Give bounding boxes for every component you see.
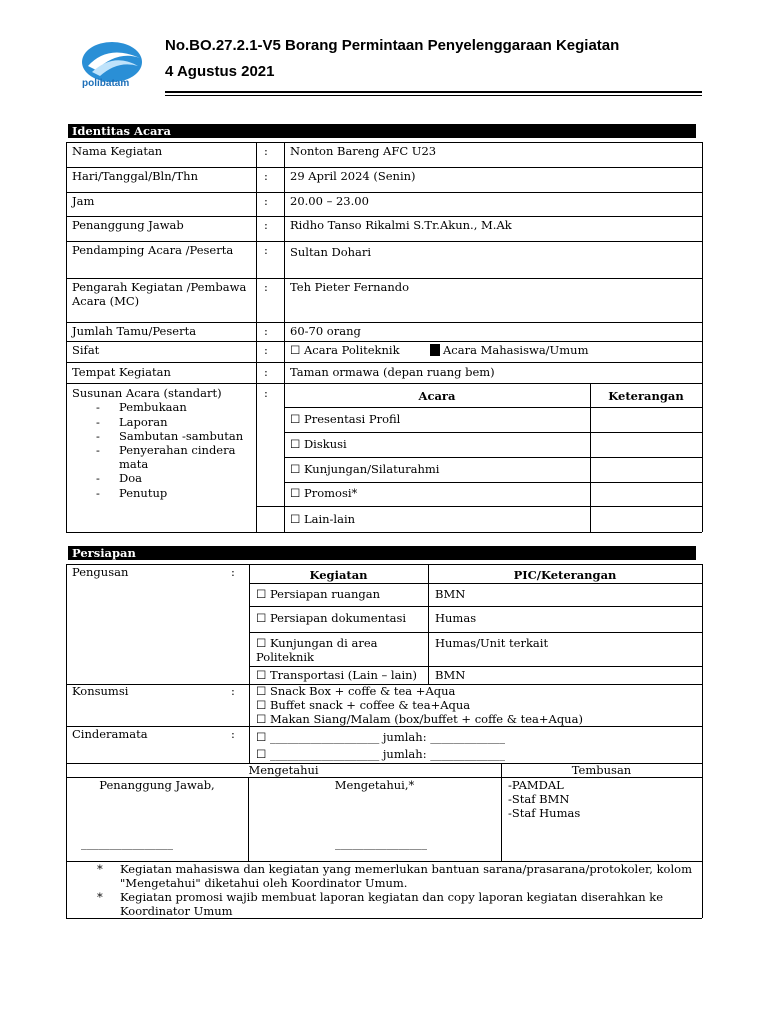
list-item: Penutup (119, 486, 168, 500)
colon: : (264, 324, 268, 338)
list-item: Pembukaan (119, 400, 187, 414)
note-bullet: * (97, 890, 103, 904)
signature-line[interactable]: ________________ (335, 836, 427, 850)
value-nama-kegiatan[interactable]: Nonton Bareng AFC U23 (290, 144, 437, 158)
task-pic: BMN (435, 587, 466, 601)
colon: : (231, 684, 235, 698)
konsumsi-option[interactable]: ☐ Snack Box + coffe & tea +Aqua (256, 684, 456, 698)
acara-option-diskusi[interactable]: ☐ Diskusi (290, 437, 347, 451)
label-tempat: Tempat Kegiatan (72, 365, 171, 379)
note-text: Kegiatan promosi wajib membuat laporan kegiatan dan copy laporan kegiatan diserahkan ke Koordinator Umum (120, 890, 664, 918)
list-item: Penyerahan cindera mata (119, 443, 236, 471)
colon: : (264, 169, 268, 183)
mengetahui-signatory: Mengetahui,* (334, 778, 415, 792)
section-heading-identitas: Identitas Acara (68, 124, 696, 138)
tembusan-item: -Staf Humas (508, 806, 581, 820)
value-jam[interactable]: 20.00 – 23.00 (290, 194, 369, 208)
value-penanggung-jawab[interactable]: Ridho Tanso Rikalmi S.Tr.Akun., M.Ak (290, 218, 512, 232)
value-tempat[interactable]: Taman ormawa (depan ruang bem) (290, 365, 495, 379)
label-cinderamata: Cinderamata (72, 727, 148, 741)
value-pendamping[interactable]: Sultan Dohari (290, 245, 372, 259)
penanggung-jawab-signatory: Penanggung Jawab, (99, 778, 215, 792)
label-sifat: Sifat (72, 343, 100, 357)
document-title: No.BO.27.2.1-V5 Borang Permintaan Penyelenggaraan Kegiatan (165, 37, 620, 54)
label-nama-kegiatan: Nama Kegiatan (72, 144, 163, 158)
col-header-keterangan: Keterangan (608, 389, 684, 403)
label-penanggung-jawab: Penanggung Jawab (72, 218, 184, 232)
list-bullet: - (96, 443, 100, 457)
list-item: Doa (119, 471, 142, 485)
acara-option-lain[interactable]: ☐ Lain-lain (290, 512, 356, 526)
label-jumlah-tamu: Jumlah Tamu/Peserta (72, 324, 197, 338)
acara-option-presentasi[interactable]: ☐ Presentasi Profil (290, 412, 401, 426)
signature-line[interactable]: ________________ (81, 836, 173, 850)
note-bullet: * (97, 862, 103, 876)
header-rule-thin (165, 95, 702, 96)
list-bullet: - (96, 415, 100, 429)
task-pic: BMN (435, 668, 466, 682)
value-jumlah-tamu[interactable]: 60-70 orang (290, 324, 361, 338)
label-susunan: Susunan Acara (standart) (72, 386, 222, 400)
document-date: 4 Agustus 2021 (165, 63, 275, 80)
colon: : (231, 565, 235, 579)
task-kegiatan[interactable]: ☐ Persiapan ruangan (256, 587, 380, 601)
tembusan-header: Tembusan (571, 763, 632, 777)
colon: : (264, 243, 268, 257)
list-bullet: - (96, 486, 100, 500)
list-bullet: - (96, 429, 100, 443)
cinderamata-field[interactable]: ☐ ___________________ jumlah: _____________ (256, 730, 505, 744)
sifat-option-mahasiswa: Acara Mahasiswa/Umum (443, 343, 589, 357)
tembusan-item: -Staf BMN (508, 792, 570, 806)
logo-wordmark: polibatam (82, 78, 130, 89)
sifat-checkbox-checked[interactable] (430, 344, 440, 356)
list-bullet: - (96, 471, 100, 485)
colon: : (264, 343, 268, 357)
label-pendamping: Pendamping Acara /Peserta (72, 243, 234, 257)
list-item: Laporan (119, 415, 168, 429)
label-hari-tanggal: Hari/Tanggal/Bln/Thn (72, 169, 199, 183)
task-kegiatan[interactable]: ☐ Kunjungan di area Politeknik (256, 636, 378, 664)
section-heading-persiapan: Persiapan (68, 546, 696, 560)
task-pic: Humas/Unit terkait (435, 636, 549, 650)
colon: : (231, 727, 235, 741)
header-rule (165, 91, 702, 93)
colon: : (264, 386, 268, 400)
colon: : (264, 365, 268, 379)
task-kegiatan[interactable]: ☐ Transportasi (Lain – lain) (256, 668, 418, 682)
task-kegiatan[interactable]: ☐ Persiapan dokumentasi (256, 611, 407, 625)
acara-option-promosi[interactable]: ☐ Promosi* (290, 486, 358, 500)
col-header-kegiatan: Kegiatan (309, 568, 368, 582)
list-bullet: - (96, 400, 100, 414)
polibatam-logo (78, 36, 146, 92)
value-pengarah[interactable]: Teh Pieter Fernando (290, 280, 410, 294)
value-hari-tanggal[interactable]: 29 April 2024 (Senin) (290, 169, 416, 183)
cinderamata-field[interactable]: ☐ ___________________ jumlah: _____________ (256, 747, 505, 761)
task-pic: Humas (435, 611, 477, 625)
konsumsi-option[interactable]: ☐ Makan Siang/Malam (box/buffet + coffe & tea+Aqua) (256, 712, 583, 726)
colon: : (264, 144, 268, 158)
label-penugasan: Pengusan (72, 565, 129, 579)
col-header-acara: Acara (418, 389, 456, 403)
label-konsumsi: Konsumsi (72, 684, 129, 698)
colon: : (264, 194, 268, 208)
tembusan-item: -PAMDAL (508, 778, 564, 792)
konsumsi-option[interactable]: ☐ Buffet snack + coffee & tea+Aqua (256, 698, 471, 712)
acara-option-kunjungan[interactable]: ☐ Kunjungan/Silaturahmi (290, 462, 440, 476)
colon: : (264, 218, 268, 232)
note-text: Kegiatan mahasiswa dan kegiatan yang memerlukan bantuan sarana/prasarana/protokoler, kolom "Mengetahui" diketahui oleh Koordinator Umum. (120, 862, 692, 890)
sifat-option-politeknik[interactable]: ☐ Acara Politeknik (290, 343, 400, 357)
colon: : (264, 280, 268, 294)
label-pengarah: Pengarah Kegiatan /Pembawa Acara (MC) (72, 280, 247, 308)
list-item: Sambutan -sambutan (119, 429, 244, 443)
mengetahui-header: Mengetahui (248, 763, 319, 777)
label-jam: Jam (72, 194, 95, 208)
col-header-pic: PIC/Keterangan (513, 568, 617, 582)
